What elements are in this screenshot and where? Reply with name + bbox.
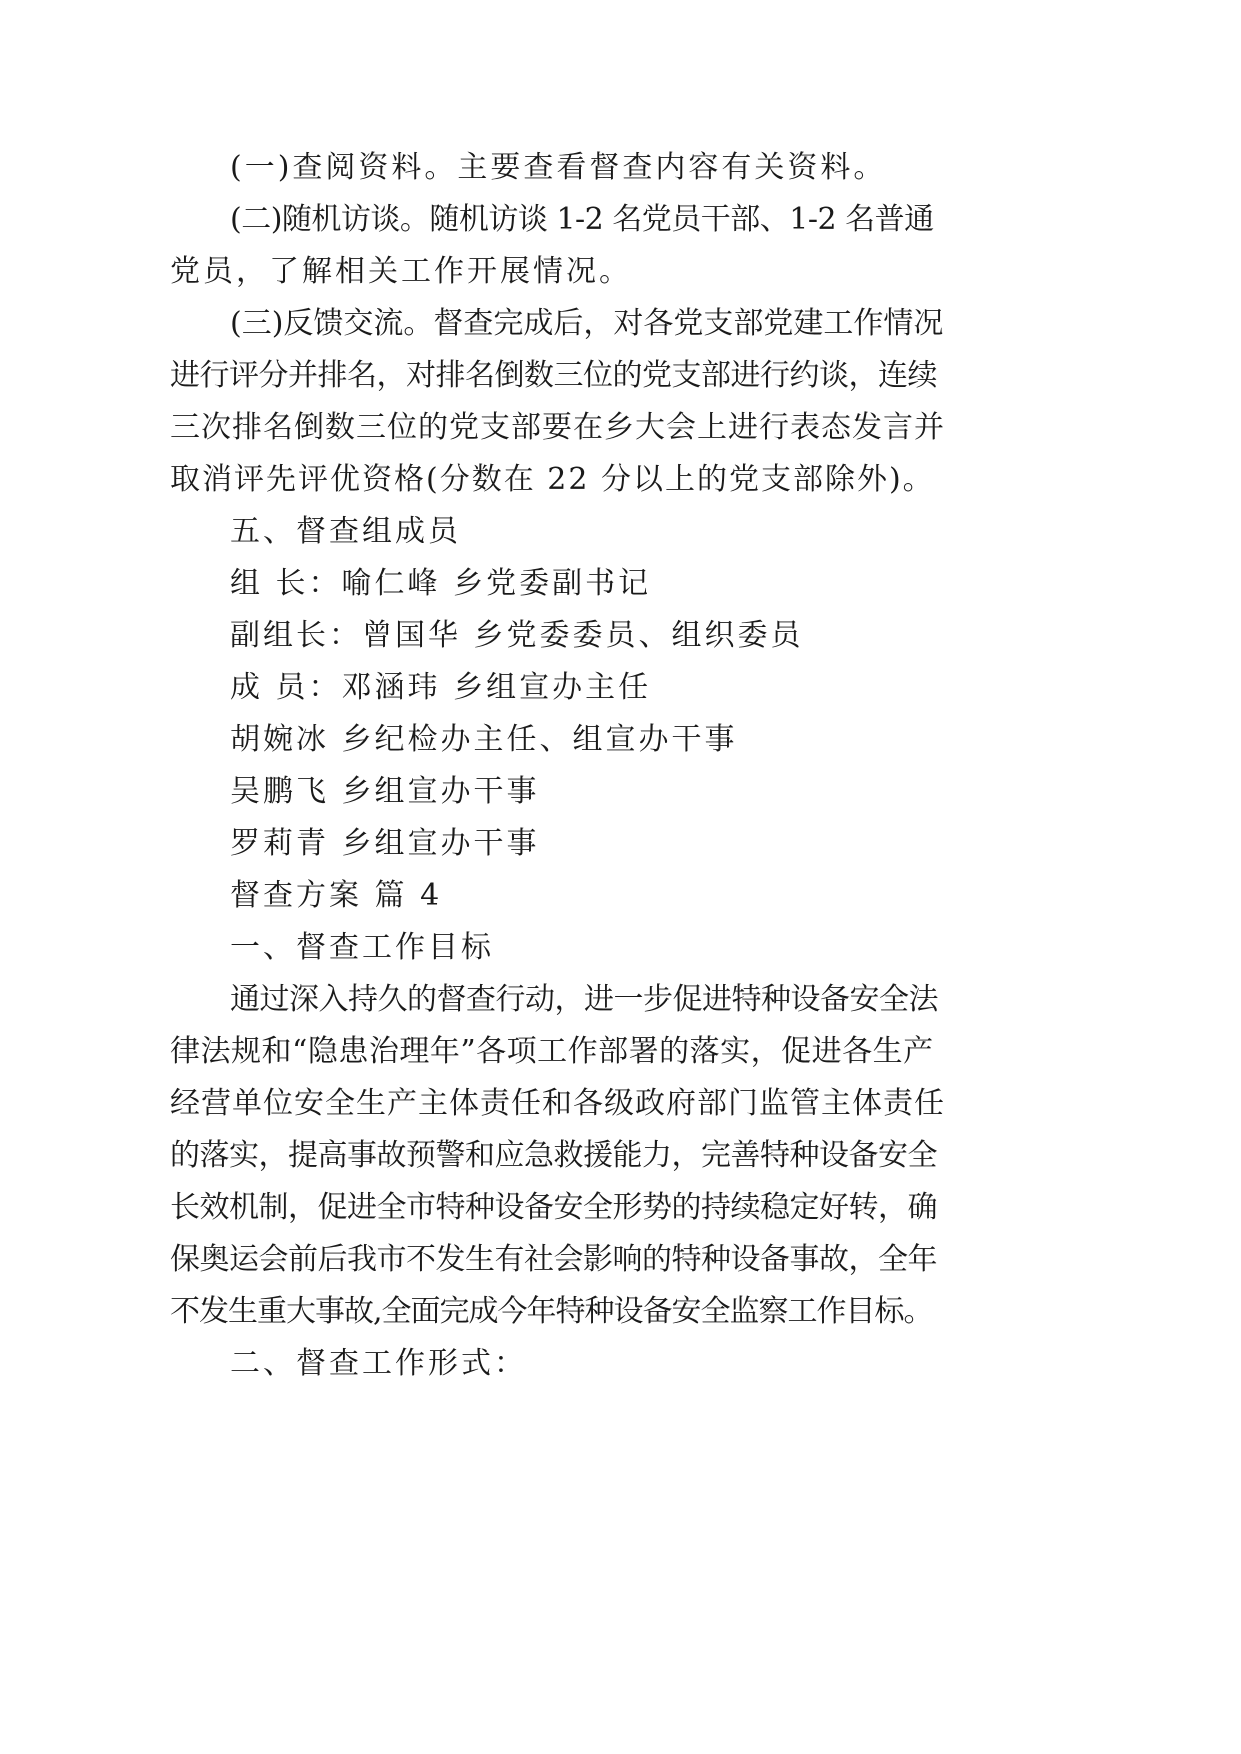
section-heading: 五、督查组成员 xyxy=(230,514,461,549)
paragraph-line: 的落实，提高事故预警和应急救援能力，完善特种设备安全 xyxy=(170,1138,937,1173)
paragraph-line: 不发生重大事故,全面完成今年特种设备安全监察工作目标。 xyxy=(170,1294,933,1329)
member-line: 吴鹏飞 乡组宣办干事 xyxy=(230,774,540,809)
member-line: 罗莉青 乡组宣办干事 xyxy=(230,826,540,861)
paragraph-line: (三)反馈交流。督查完成后，对各党支部党建工作情况 xyxy=(230,306,944,341)
member-line: 胡婉冰 乡纪检办主任、组宣办干事 xyxy=(230,722,738,757)
section-title: 督查方案 篇 4 xyxy=(230,878,443,913)
paragraph-line: (二)随机访谈。随机访谈 1-2 名党员干部、1-2 名普通 xyxy=(230,202,934,237)
paragraph-line: 律法规和“隐患治理年”各项工作部署的落实，促进各生产 xyxy=(170,1034,934,1069)
paragraph-line: 通过深入持久的督查行动，进一步促进特种设备安全法 xyxy=(230,982,938,1017)
paragraph-line: 取消评先评优资格(分数在 22 分以上的党支部除外)。 xyxy=(170,462,935,497)
paragraph-line: 党员，了解相关工作开展情况。 xyxy=(170,254,632,289)
paragraph-line: (一)查阅资料。主要查看督查内容有关资料。 xyxy=(230,150,887,185)
member-line: 副组长：曾国华 乡党委委员、组织委员 xyxy=(230,618,804,653)
section-heading: 二、督查工作形式： xyxy=(230,1346,527,1381)
paragraph-line: 保奥运会前后我市不发生有社会影响的特种设备事故，全年 xyxy=(170,1242,937,1277)
paragraph-line: 进行评分并排名，对排名倒数三位的党支部进行约谈，连续 xyxy=(170,358,937,393)
paragraph-line: 三次排名倒数三位的党支部要在乡大会上进行表态发言并 xyxy=(170,410,945,445)
member-line: 成 员：邓涵玮 乡组宣办主任 xyxy=(230,670,652,705)
section-heading: 一、督查工作目标 xyxy=(230,930,494,965)
paragraph-line: 长效机制，促进全市特种设备安全形势的持续稳定好转，确 xyxy=(170,1190,937,1225)
member-line: 组 长：喻仁峰 乡党委副书记 xyxy=(230,566,652,601)
paragraph-line: 经营单位安全生产主体责任和各级政府部门监管主体责任 xyxy=(170,1086,945,1121)
